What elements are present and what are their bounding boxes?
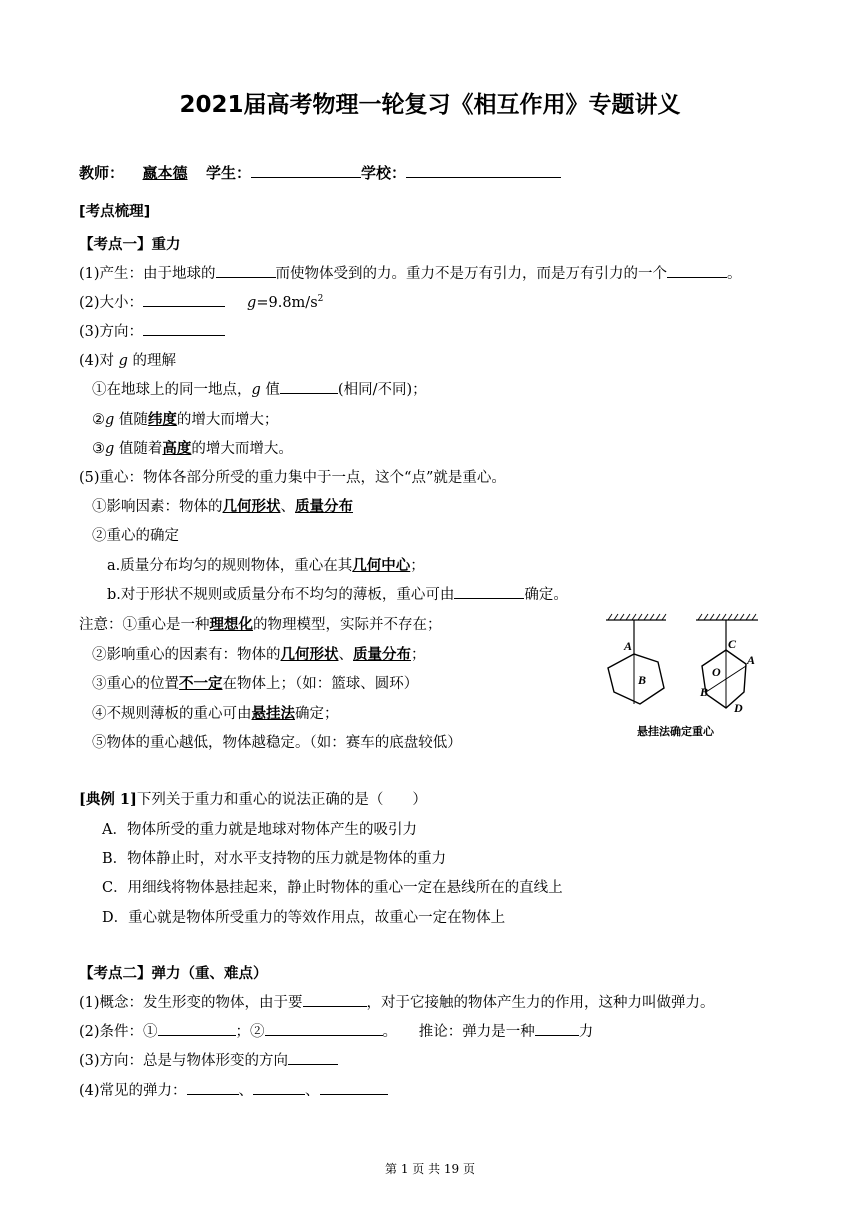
text: (4)对 [79,353,119,369]
text: b.对于形状不规则或质量分布不均匀的薄板，重心可由 [107,587,455,603]
text: 确定； [295,706,339,722]
text: ②影响重心的因素有：物体的 [92,647,281,663]
kp1-sub-3 [92,437,293,458]
text: 悬挂法 [251,705,295,722]
text: 2 [317,294,324,305]
text: (3)方向：总是与物体形变的方向 [79,1053,289,1069]
text: 几何中心 [352,557,411,574]
example1-option-d: D．重心就是物体所受重力的等效作用点，故重心一定在物体上 [102,910,506,926]
blank [320,1079,388,1095]
text: 而使物体受到的力。重力不是万有引力，而是万有引力的一个 [275,266,668,282]
kp1-line-3 [79,320,225,341]
text: ；② [235,1024,265,1040]
kp1-factor-1 [92,495,353,516]
text: ③ [92,441,105,457]
example1-option-b: B．物体静止时，对水平支持物的压力就是物体的重力 [102,851,447,867]
kp1-note-1 [79,613,442,634]
text: 下列关于重力和重心的说法正确的是（ ） [136,792,427,808]
text: 值随着 [114,441,163,457]
text: ③重心的位置 [92,676,179,692]
text: 理想化 [209,616,253,633]
text: 确定。 [524,587,568,603]
ceiling-left [606,614,666,620]
text: g [247,295,257,311]
blank [253,1079,305,1095]
label-d-right: D [734,701,743,715]
label-o-right: O [712,665,721,679]
text: ①在地球上的同一地点， [92,382,252,398]
text: 纬度 [147,411,177,428]
kp2-line-3 [79,1049,338,1070]
text: 。 [727,266,742,282]
ceiling-right [696,614,758,620]
kp1-note-2 [92,643,426,664]
teacher-label: 教师： [79,164,125,182]
blank [216,262,276,278]
text: a.质量分布均匀的规则物体，重心在其 [107,558,353,574]
kp1-line-2 [79,291,323,312]
page-footer: 第 1 页 共 19 页 [385,1162,475,1176]
text: [典例 1] [79,791,137,808]
label-c-right: C [728,637,737,651]
kp1-method-b [107,583,568,604]
text: ④不规则薄板的重心可由 [92,706,252,722]
text: (2)大小： [79,295,144,311]
text: (1)产生：由于地球的 [79,266,216,282]
text: 质量分布 [353,646,411,663]
kp1-sub-1 [92,378,427,399]
text: 、 [305,1083,320,1099]
kp2-line-1 [79,991,715,1012]
text: ，对于它接触的物体产生力的作用，这种力叫做弹力。 [366,995,715,1011]
text: ； [410,558,425,574]
blank [303,991,367,1007]
section-review-heading: [考点梳理] [79,204,151,220]
blank [454,583,524,599]
blank [288,1049,338,1065]
text: 的增大而增大。 [191,441,293,457]
example1-option-c: C．用细线将物体悬挂起来，静止时物体的重心一定在悬线所在的直线上 [102,880,563,896]
text: 不一定 [179,675,223,692]
text: g [105,441,115,457]
kp1-heading: 【考点一】重力 [79,237,181,253]
label-b-left: B [638,673,647,687]
text: 注意：①重心是一种 [79,617,210,633]
school-label: 学校： [361,164,407,182]
kp1-line-4 [79,349,176,370]
example1-option-a: A．物体所受的重力就是地球对物体产生的吸引力 [102,822,417,838]
text: 高度 [162,440,192,457]
label-a-left: A [624,639,633,653]
text: 值 [260,382,280,398]
text: (3)方向： [79,324,144,340]
label-b-right: B [700,685,709,699]
school-blank [406,162,561,178]
student-label: 学生： [206,164,252,182]
example1-question [79,788,427,809]
header-line [79,162,561,183]
plate-left [608,654,664,704]
teacher-name: 嬴本德 [142,164,188,182]
text: (1)概念：发生形变的物体，由于要 [79,995,303,1011]
kp1-factor-2: ②重心的确定 [92,528,179,544]
text: g [118,353,128,369]
label-a-right: A [747,653,756,667]
text: (2)条件：① [79,1024,158,1040]
student-blank [251,162,361,178]
text: ； [411,647,426,663]
blank [280,378,338,394]
text: g [105,412,115,428]
kp2-heading: 【考点二】弹力（重、难点） [79,966,268,982]
text: 的理解 [127,353,177,369]
text: 质量分布 [295,498,353,515]
text: 。 推论：弹力是一种 [382,1024,535,1040]
text: 几何形状 [280,646,339,663]
blank [667,262,727,278]
kp1-method-a [107,554,425,575]
blank [265,1020,383,1036]
text: ①影响因素：物体的 [92,499,223,515]
kp2-line-2 [79,1020,593,1041]
kp1-note-4 [92,702,339,723]
text: 力 [578,1024,594,1040]
text: 、 [280,499,295,515]
text: 几何形状 [222,498,281,515]
text: g [251,382,261,398]
blank [187,1079,239,1095]
blank [535,1020,579,1036]
blank [143,320,225,336]
kp1-sub-2 [92,408,278,429]
text: =9.8m/s [256,295,318,311]
kp1-line-1 [79,262,742,283]
text: 在物体上；（如：篮球、圆环） [222,676,419,692]
blank [158,1020,236,1036]
text: 的物理模型，实际并不存在； [253,617,442,633]
kp1-note-3 [92,672,418,693]
kp2-line-4 [79,1079,388,1100]
kp1-line-5: (5)重心：物体各部分所受的重力集中于一点，这个“点”就是重心。 [79,470,506,486]
text: 的增大而增大； [176,412,279,428]
blank [143,291,225,307]
text: ② [92,412,105,428]
kp1-note-5: ⑤物体的重心越低，物体越稳定。（如：赛车的底盘较低） [92,735,462,751]
text: 、 [338,647,353,663]
document-title: 2021届高考物理一轮复习《相互作用》专题讲义 [179,92,681,118]
plate-right [702,650,746,708]
figure-caption: 悬挂法确定重心 [637,725,714,738]
text: 值随 [114,412,148,428]
text: (相同/不同)； [337,382,427,398]
text: (4)常见的弹力： [79,1083,187,1099]
text: 、 [238,1083,254,1099]
